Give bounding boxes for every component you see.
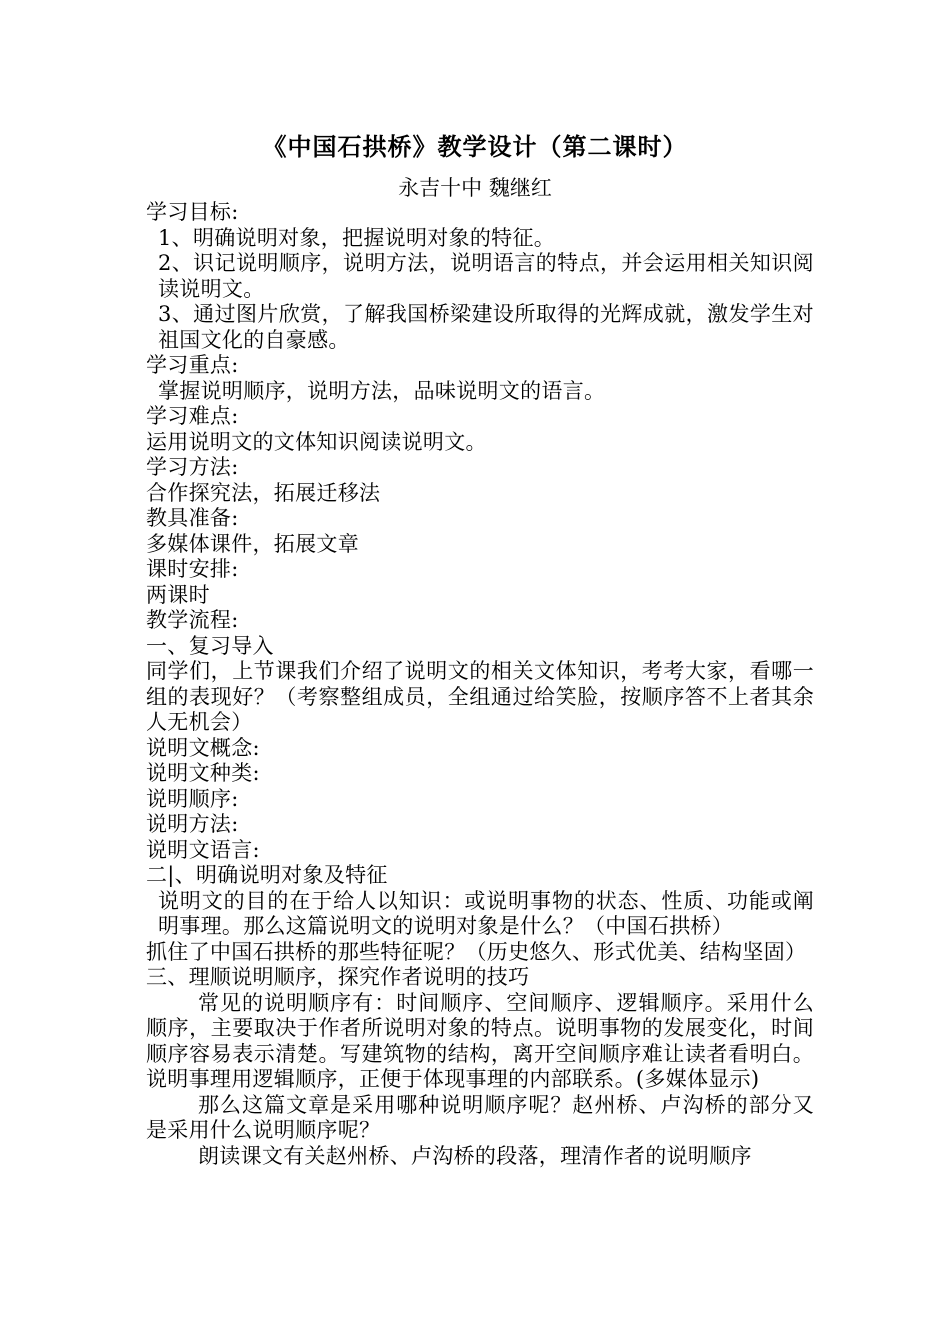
objective-item: 1、明确说明对象，把握说明对象的特征。	[158, 225, 556, 250]
heading-materials: 教具准备:	[146, 506, 239, 530]
section-heading: 一、复习导入	[146, 633, 274, 658]
heading-methods: 学习方法:	[146, 455, 239, 479]
paragraph: 说明顺序:	[146, 786, 239, 811]
paragraph: 说明文语言:	[146, 837, 260, 862]
paragraph: 多媒体课件，拓展文章	[146, 531, 359, 556]
paragraph: 两课时	[146, 582, 210, 607]
heading-schedule: 课时安排:	[146, 557, 239, 581]
objective-item: 2、识记说明顺序，说明方法，说明语言的特点，并会运用相关知识阅读说明文。	[158, 251, 814, 301]
heading-difficulties: 学习难点:	[146, 404, 239, 428]
paragraph: 说明文种类:	[146, 761, 260, 785]
heading-objectives: 学习目标:	[146, 200, 239, 224]
objective-item: 3、通过图片欣赏，了解我国桥梁建设所取得的光辉成就，激发学生对祖国文化的自豪感。	[158, 302, 814, 352]
paragraph: 同学们，上节课我们介绍了说明文的相关文体知识，考考大家，看哪一组的表现好？（考察整组成员，全组通过给笑脸，按顺序答不上者其余人无机会）	[146, 659, 814, 734]
paragraph: 说明方法:	[146, 812, 239, 836]
paragraph: 运用说明文的文体知识阅读说明文。	[146, 429, 487, 454]
section-heading: 三、理顺说明顺序，探究作者说明的技巧	[146, 965, 530, 989]
document-body	[146, 200, 814, 1169]
heading-process: 教学流程:	[146, 608, 239, 632]
heading-key-points: 学习重点:	[146, 353, 239, 377]
section-heading: 二|、明确说明对象及特征	[146, 863, 388, 887]
paragraph: 常见的说明顺序有：时间顺序、空间顺序、逻辑顺序。采用什么顺序，主要取决于作者所说明对象的特点。说明事物的发展变化，时间顺序容易表示清楚。写建筑物的结构，离开空间顺序难让读者看明白。说明事理用逻辑顺序，正便于体现事理的内部联系。(多媒体显示)	[146, 990, 814, 1091]
paragraph: 那么这篇文章是采用哪种说明顺序呢？赵州桥、卢沟桥的部分又是采用什么说明顺序呢？	[146, 1092, 814, 1142]
paragraph: 说明文概念:	[146, 735, 260, 760]
paragraph: 说明文的目的在于给人以知识：或说明事物的状态、性质、功能或阐明事理。那么这篇说明文的说明对象是什么？（中国石拱桥）	[158, 888, 814, 938]
document-title: 《中国石拱桥》教学设计（第二课时）	[262, 133, 688, 161]
paragraph: 掌握说明顺序，说明方法，品味说明文的语言。	[158, 378, 606, 403]
paragraph: 合作探究法，拓展迁移法	[146, 480, 381, 505]
paragraph: 抓住了中国石拱桥的那些特征呢？（历史悠久、形式优美、结构坚固）	[146, 939, 807, 964]
paragraph: 朗读课文有关赵州桥、卢沟桥的段落，理清作者的说明顺序	[198, 1143, 752, 1168]
document-author: 永吉十中 魏继红	[398, 176, 552, 200]
